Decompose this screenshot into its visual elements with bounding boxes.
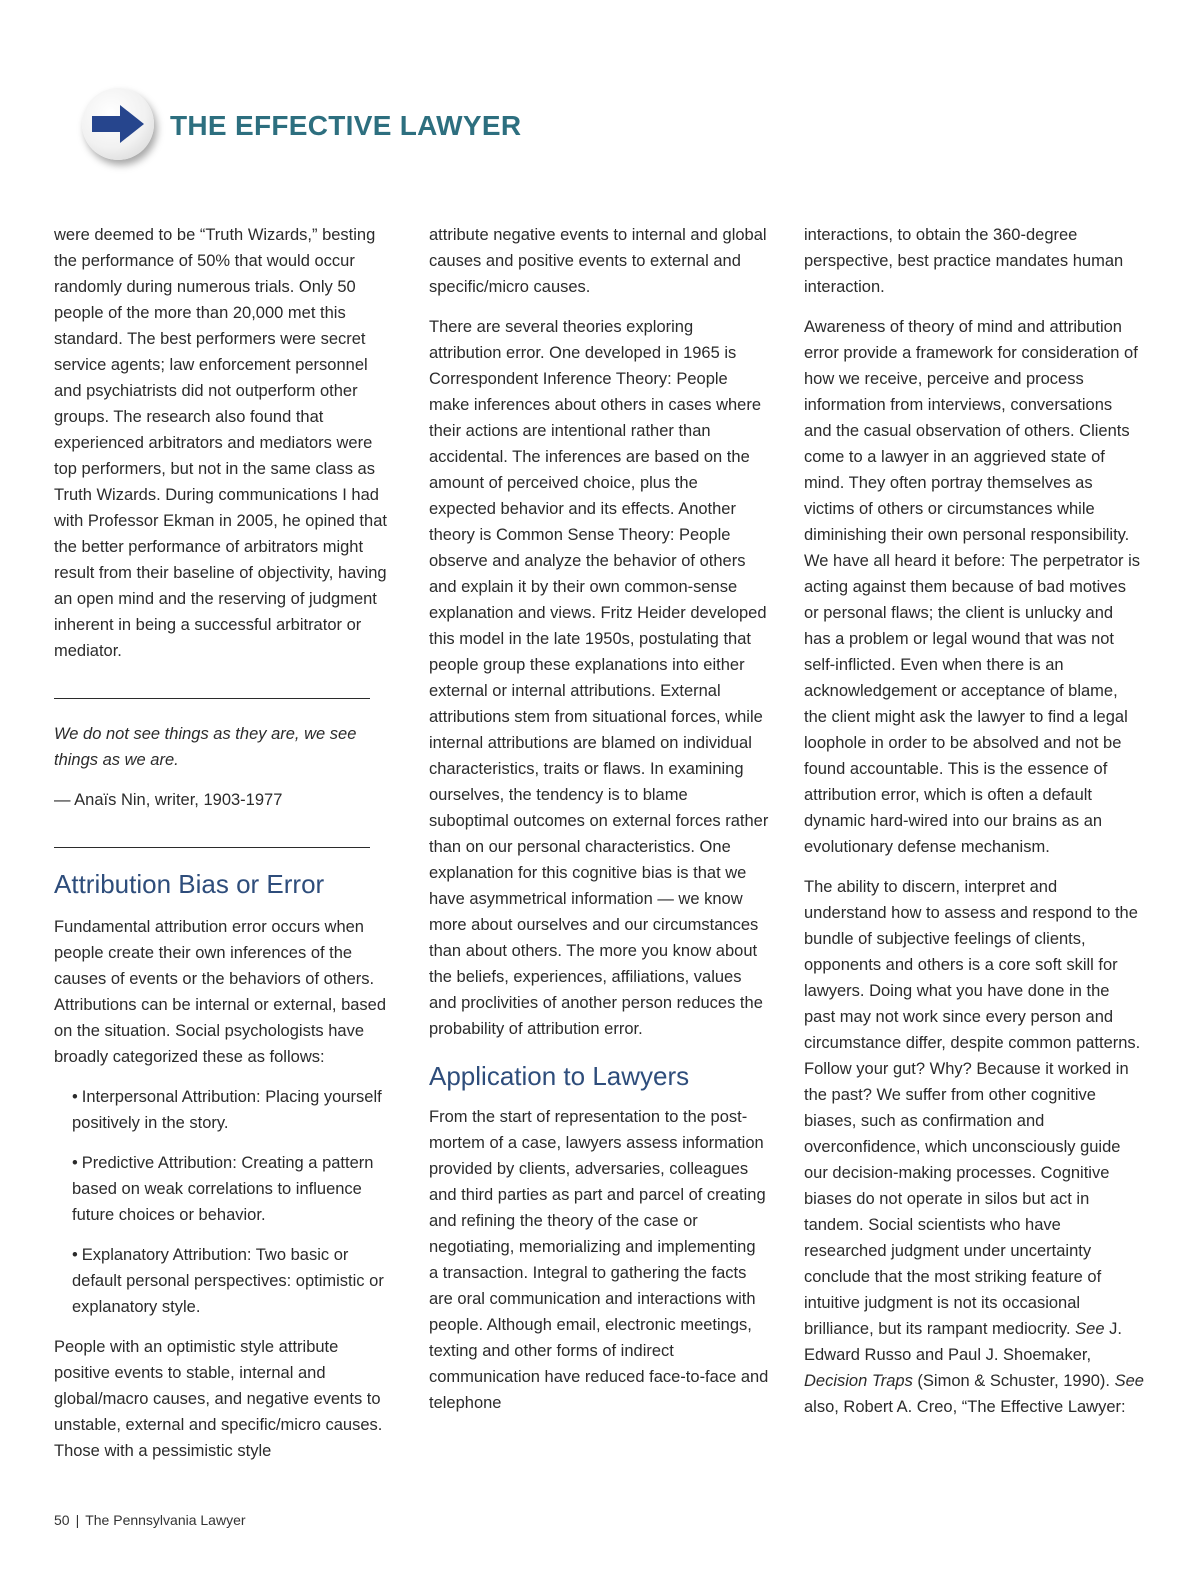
- section-title: THE EFFECTIVE LAWYER: [170, 110, 522, 141]
- bullet-list: [54, 1084, 390, 1320]
- section-heading: Attribution Bias or Error: [54, 869, 325, 899]
- column-2: [429, 222, 769, 1430]
- book-title: Decision Traps: [804, 1372, 913, 1390]
- page-number: 50: [54, 1512, 70, 1528]
- paragraph: were deemed to be “Truth Wizards,” besting the performance of 50% that would occur randomly during numerous trials. Only 50 people of the more than 20,000 met this standard. The best performers were secret service agents; law enforcement personnel and psychiatrists did not outperform other groups. The research also found that experienced arbitrators and mediators were top performers, but not in the same class as Truth Wizards. During communications I had with Professor Ekman in 2005, he opined that the better performance of arbitrators might result from their baseline of objectivity, having an open mind and the reserving of judgment inherent in being a successful arbitrator or mediator.: [54, 226, 387, 660]
- pull-quote: We do not see things as they are, we see things as we are.: [54, 725, 357, 769]
- paragraph: Fundamental attribution error occurs when people create their own inferences of the causes of events or the behaviors of others. Attributions can be internal or external, based on the situation. Social psychologists have broadly categorized these as follows:: [54, 918, 387, 1066]
- column-3: [804, 222, 1144, 1434]
- paragraph: From the start of representation to the post-mortem of a case, lawyers assess information provided by clients, adversaries, colleagues and third parties as part and parcel of creating and refining the theory of the case or negotiating, memorializing and implementing a transaction. Integral to gathering the facts are oral communication and interactions with people. Although email, electronic meetings, texting and other forms of indirect communication have reduced face-to-face and telephone: [429, 1108, 769, 1412]
- footer-separator: |: [75, 1512, 80, 1528]
- list-item: • Explanatory Attribution: Two basic or default personal perspectives: optimistic or explanatory style.: [72, 1246, 384, 1316]
- paragraph: The ability to discern, interpret and understand how to assess and respond to the bundle of subjective feelings of clients, opponents and others is a core soft skill for lawyers. Doing what you have done in the past may not work since every person and circumstance differ, despite common patterns. Follow your gut? Why? Because it worked in the past? We suffer from other cognitive biases, such as confirmation and overconfidence, which unconsciously guide our decision-making processes. Cognitive biases do not operate in silos but act in tandem. Social scientists who have researched judgment under uncertainty conclude that the most striking feature of intuitive judgment is not its occasional brilliance, but its rampant mediocrity. See J. Edward Russo and Paul J. Shoemaker, Decision Traps (Simon & Schuster, 1990). See also, Robert A. Creo, “The Effective Lawyer:: [804, 878, 1144, 1416]
- arrow-badge: [82, 88, 154, 160]
- list-item: • Predictive Attribution: Creating a pattern based on weak correlations to influence future choices or behavior.: [72, 1154, 374, 1224]
- paragraph: attribute negative events to internal and global causes and positive events to external and specific/micro causes.: [429, 226, 767, 296]
- page-footer: [54, 1512, 246, 1528]
- list-item: • Interpersonal Attribution: Placing yourself positively in the story.: [72, 1088, 382, 1132]
- paragraph: There are several theories exploring attribution error. One developed in 1965 is Correspondent Inference Theory: People make inferences about others in cases where their actions are intentional rather than accidental. The inferences are based on the amount of perceived choice, plus the expected behavior and its effects. Another theory is Common Sense Theory: People observe and analyze the behavior of others and explain it by their own common-sense explanation and views. Fritz Heider developed this model in the late 1950s, postulating that people group these explanations into either external or internal attributions. External attributions stem from situational forces, while internal attributions are blamed on individual characteristics, traits or flaws. In examining ourselves, the tendency is to blame suboptimal outcomes on external forces rather than on our personal characteristics. One explanation for this cognitive bias is that we have asymmetrical information — we know more about ourselves and our circumstances than about others. The more you know about the beliefs, experiences, affiliations, values and proclivities of another person reduces the probability of attribution error.: [429, 318, 769, 1038]
- paragraph: Awareness of theory of mind and attribution error provide a framework for consideration of how we receive, perceive and process information from interviews, conversations and the casual observation of others. Clients come to a lawyer in an aggrieved state of mind. They often portray themselves as victims of others or circumstances while diminishing their own personal responsibility. We have all heard it before: The perpetrator is acting against them because of bad motives or personal flaws; the client is unlucky and has a problem or legal wound that was not self-inflicted. Even when there is an acknowledgement or acceptance of blame, the client might ask the lawyer to find a legal loophole in order to be absolved and not be found accountable. This is the essence of attribution error, which is often a default dynamic hard-wired into our brains as an evolutionary defense mechanism.: [804, 318, 1140, 856]
- publication-name: The Pennsylvania Lawyer: [85, 1512, 246, 1528]
- arrow-right-icon: [90, 102, 148, 146]
- quote-attribution: — Anaïs Nin, writer, 1903-1977: [54, 791, 283, 809]
- section-heading: Application to Lawyers: [429, 1061, 690, 1091]
- column-1: [54, 222, 390, 1478]
- paragraph: People with an optimistic style attribute positive events to stable, internal and global/macro causes, and negative events to unstable, external and specific/micro causes. Those with a pessimistic style: [54, 1338, 383, 1460]
- paragraph: interactions, to obtain the 360-degree perspective, best practice mandates human interaction.: [804, 226, 1124, 296]
